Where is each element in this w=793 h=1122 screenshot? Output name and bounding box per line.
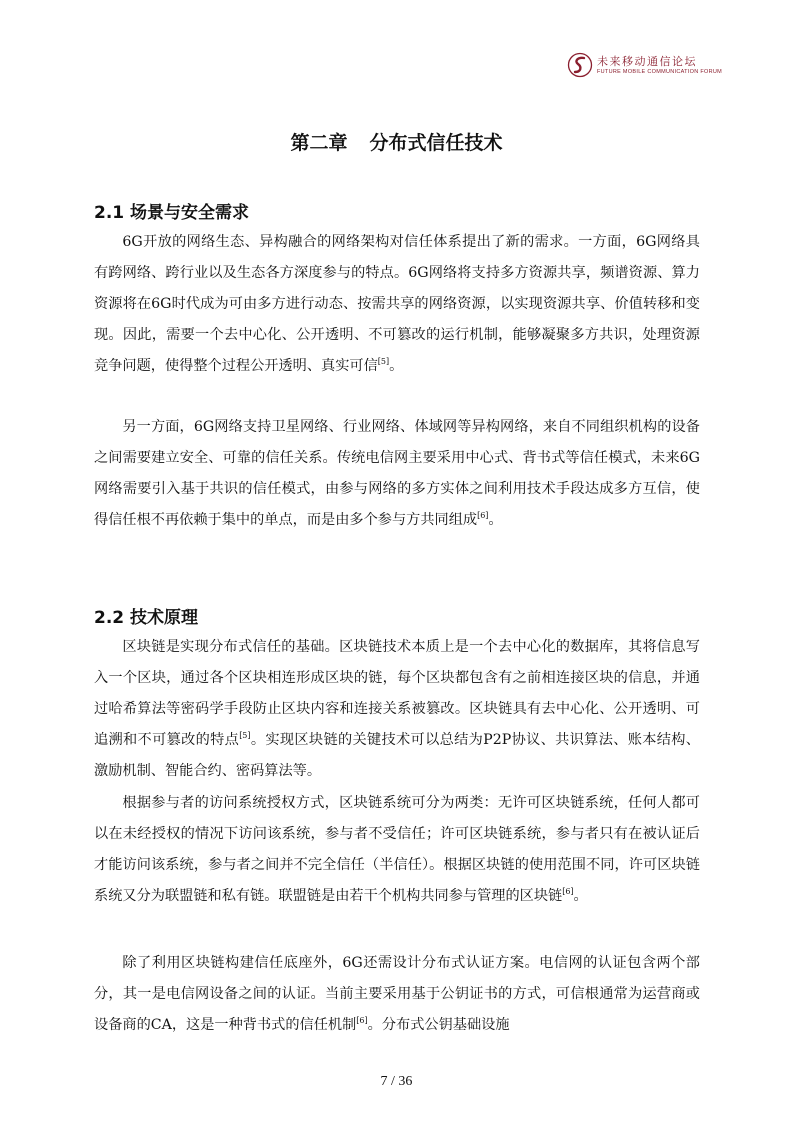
citation: [6] [562, 887, 574, 896]
section-heading-2-1: 2.1 场景与安全需求 [94, 203, 250, 223]
paragraph: 区块链是实现分布式信任的基础。区块链技术本质上是一个去中心化的数据库，其将信息写入一个区块，通过各个区块相连形成区块的链，每个区块都包含有之前相连接区块的信息，并通过哈希算法等密码学手段防止区块内容和连接关系被篡改。区块链具有去中心化、公开透明、可追溯和不可篡改的特点[5]。实现区块链的关键技术可以总结为P2P协议、共识算法、账本结构、激励机制、智能合约、密码算法等。 [94, 639, 700, 779]
chapter-number: 第二章 [290, 132, 348, 154]
forum-logo [567, 50, 727, 82]
chapter-name: 分布式信任技术 [369, 132, 503, 154]
paragraph: 6G开放的网络生态、异构融合的网络架构对信任体系提出了新的需求。一方面，6G网络具有跨网络、跨行业以及生态各方深度参与的特点。6G网络将支持多方资源共享，频谱资源、算力资源将在6G时代成为可由多方进行动态、按需共享的网络资源，以实现资源共享、价值转移和变现。因此，需要一个去中心化、公开透明、不可篡改的运行机制，能够凝聚多方共识，处理资源竞争问题，使得整个过程公开透明、真实可信[5]。 [94, 234, 700, 374]
section-heading-2-2: 2.2 技术原理 [94, 608, 199, 628]
citation: [5] [239, 731, 251, 740]
paragraph: 根据参与者的访问系统授权方式，区块链系统可分为两类：无许可区块链系统，任何人都可以在未经授权的情况下访问该系统，参与者不受信任；许可区块链系统，参与者只有在被认证后才能访问该系统，参与者之间并不完全信任（半信任）。根据区块链的使用范围不同，许可区块链系统又分为联盟链和私有链。联盟链是由若干个机构共同参与管理的区块链[6]。 [94, 795, 700, 904]
citation: [6] [477, 511, 489, 520]
logo-text-en: FUTURE MOBILE COMMUNICATION FORUM [597, 69, 722, 75]
forum-logo-icon [567, 52, 593, 78]
page-number: 7 / 36 [380, 1074, 413, 1089]
citation: [5] [377, 357, 390, 366]
paragraph: 另一方面，6G网络支持卫星网络、行业网络、体域网等异构网络，来自不同组织机构的设备之间需要建立安全、可靠的信任关系。传统电信网主要采用中心式、背书式等信任模式，未来6G网络需要引入基于共识的信任模式，由参与网络的多方实体之间利用技术手段达成多方互信，使得信任根不再依赖于集中的单点，而是由多个参与方共同组成[6]。 [94, 419, 700, 528]
chapter-title [0, 128, 793, 155]
citation: [6] [356, 1016, 368, 1025]
paragraph: 除了利用区块链构建信任底座外，6G还需设计分布式认证方案。电信网的认证包含两个部分，其一是电信网设备之间的认证。当前主要采用基于公钥证书的方式，可信根通常为运营商或设备商的CA，这是一种背书式的信任机制[6]。分布式公钥基础设施 [94, 955, 700, 1033]
logo-text-cn: 未来移动通信论坛 [597, 55, 697, 68]
